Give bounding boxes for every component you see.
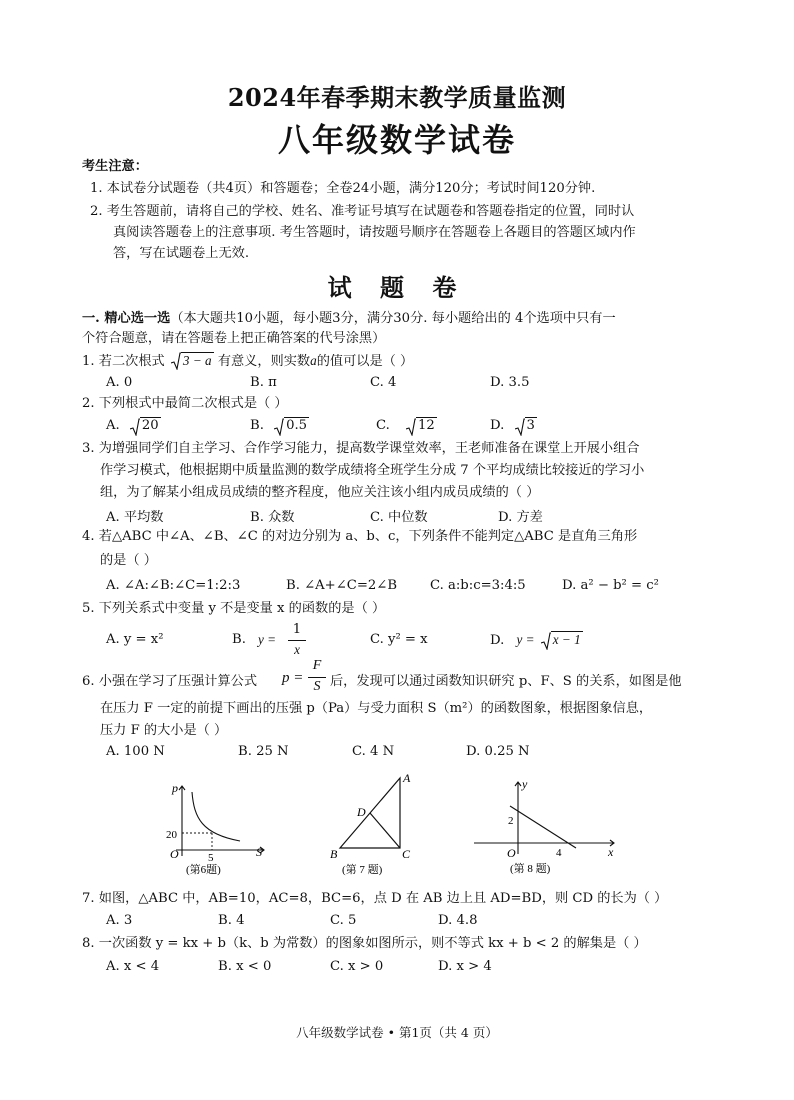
q1-option-c: C. 4	[370, 375, 397, 390]
q7-option-c: C. 5	[330, 913, 357, 928]
part1-desc-2: 个符合题意，请在答题卷上把正确答案的代号涂黑）	[82, 331, 386, 346]
q1-option-d: D. 3.5	[490, 375, 530, 390]
q1-var: a	[310, 353, 317, 368]
q4-option-a: A. ∠A:∠B:∠C=1:2:3	[106, 578, 241, 593]
q2-option-d: D. 3	[490, 418, 537, 433]
q1-radical: 3 − a	[171, 352, 214, 371]
question-3-line-2: 作学习模式，他根据期中质量监测的数学成绩将全班学生分成 7 个平均成绩比较接近的学习小	[100, 463, 645, 478]
q4-option-b: B. ∠A+∠C=2∠B	[286, 578, 398, 593]
q3-option-d: D. 方差	[498, 510, 543, 525]
q7-option-d: D. 4.8	[438, 913, 478, 928]
q3-option-a: A. 平均数	[106, 510, 164, 525]
fig8-line	[510, 806, 576, 848]
radical-sign-icon	[130, 418, 140, 436]
q7-option-a: A. 3	[106, 913, 133, 928]
q8-option-a: A. x < 4	[106, 959, 160, 974]
part1-label: 一. 精心选一选	[82, 311, 171, 326]
fig7-d-label: D	[357, 805, 366, 819]
q5-option-c: C. y² = x	[370, 632, 428, 647]
q1-text-post2: 的值可以是（ ）	[316, 354, 414, 369]
question-6-line-1: 6. 小强在学习了压强计算公式 p = F S 后，发现可以通过函数知识研究 p、F、S 的关系，如图是他	[82, 658, 682, 694]
figure-6	[160, 778, 272, 878]
radical-sign-icon	[541, 632, 551, 650]
part1-header	[82, 310, 616, 328]
question-2-stem: 2. 下列根式中最简二次根式是（ ）	[82, 396, 288, 411]
fig8-origin-label: O	[507, 846, 516, 860]
q3-option-b: B. 众数	[250, 510, 295, 525]
q2-option-a: A. 20	[106, 418, 161, 433]
fig7-caption: (第 7 题)	[342, 864, 383, 876]
fig6-origin-label: O	[170, 847, 179, 861]
q5-option-d: D. y = x − 1	[490, 632, 581, 648]
radical-sign-icon	[406, 418, 416, 436]
question-1-stem	[82, 352, 413, 371]
question-4-line-1: 4. 若△ABC 中∠A、∠B、∠C 的对边分别为 a、b、c，下列条件不能判定△ABC 是直角三角形	[82, 529, 638, 544]
fig6-5-label: 5	[208, 852, 214, 864]
question-6-line-3: 压力 F 的大小是（ ）	[100, 723, 228, 738]
q2-option-c: C. 12	[376, 418, 437, 433]
fig8-x-label: x	[608, 845, 614, 859]
radical-sign-icon	[171, 352, 181, 370]
radical-sign-icon	[274, 418, 284, 436]
fig7-cd-line	[370, 813, 400, 848]
q4-option-c: C. a:b:c=3:4:5	[430, 578, 526, 593]
page-footer: 八年级数学试卷 • 第1页（共 4 页）	[296, 1025, 498, 1040]
notice-item-2-line-3: 答，写在试题卷上无效.	[113, 246, 250, 261]
fig7-c-label: C	[402, 847, 411, 861]
q2-option-b: B. 0.5	[250, 418, 309, 433]
q6-option-d: D. 0.25 N	[466, 744, 530, 759]
fig6-curve	[192, 792, 240, 841]
exam-title: 2024年春季期末教学质量监测	[227, 83, 567, 112]
fig6-s-label: S	[256, 845, 262, 859]
q3-option-c: C. 中位数	[370, 510, 428, 525]
question-6-line-2: 在压力 F 一定的前提下画出的压强 p（Pa）与受力面积 S（m²）的函数图象，根据图象信息，	[100, 701, 653, 716]
q8-option-d: D. x > 4	[438, 959, 492, 974]
q1-option-a: A. 0	[106, 375, 133, 390]
q6-option-a: A. 100 N	[106, 744, 165, 759]
question-3-line-1: 3. 为增强同学们自主学习、合作学习能力，提高数学课堂效率，王老师准备在课堂上开展小组合	[82, 441, 640, 456]
question-3-line-3: 组，为了解某小组成员成绩的整齐程度，他应关注该小组内成员成绩的（ ）	[100, 485, 540, 500]
radical-sign-icon	[515, 418, 525, 436]
fig7-b-label: B	[330, 847, 338, 861]
q1-option-b: B. π	[250, 375, 277, 390]
question-8-stem: 8. 一次函数 y = kx + b（k、b 为常数）的图象如图所示，则不等式 kx + b < 2 的解集是（ ）	[82, 936, 647, 951]
section-title: 试 题 卷	[327, 273, 467, 302]
notice-item-1: 1. 本试卷分试题卷（共4页）和答题卷；全卷24小题，满分120分；考试时间120分钟.	[90, 181, 596, 196]
fig6-caption: (第6题)	[186, 864, 221, 876]
exam-subtitle: 八年级数学试卷	[277, 121, 516, 159]
notice-heading: 考生注意：	[82, 159, 148, 174]
fig6-20-label: 20	[166, 829, 177, 841]
q1-text-post: 有意义，则实数	[217, 354, 311, 369]
q1-text-pre: 1. 若二次根式	[82, 354, 165, 369]
notice-item-2-line-1: 2. 考生答题前，请将自己的学校、姓名、准考证号填写在试题卷和答题卷指定的位置，同时认	[90, 204, 635, 219]
fig8-2-label: 2	[508, 815, 514, 827]
fig7-a-label: A	[403, 771, 411, 785]
q5-option-a: A. y = x²	[106, 632, 164, 647]
question-5-stem: 5. 下列关系式中变量 y 不是变量 x 的函数的是（ ）	[82, 601, 386, 616]
q8-option-c: C. x > 0	[330, 959, 384, 974]
part1-desc-1: （本大题共10小题，每小题3分，满分30分. 每小题给出的 4个选项中只有一	[170, 311, 616, 326]
q7-option-b: B. 4	[218, 913, 245, 928]
fig8-4-label: 4	[556, 847, 562, 859]
fig6-p-label: p	[172, 781, 178, 795]
notice-item-2-line-2: 真阅读答题卷上的注意事项. 考生答题时，请按题号顺序在答题卷上各题目的答题区域内作	[113, 225, 636, 240]
question-7-stem: 7. 如图，△ABC 中，AB=10，AC=8，BC=6，点 D 在 AB 边上且 AD=BD，则 CD 的长为（ ）	[82, 891, 668, 906]
fig8-caption: (第 8 题)	[510, 863, 551, 875]
figure-7	[320, 770, 420, 880]
fig8-y-label: y	[522, 777, 528, 791]
figure-8	[470, 776, 620, 880]
question-4-line-2: 的是（ ）	[100, 553, 157, 568]
q4-option-d: D. a² − b² = c²	[562, 578, 659, 593]
q6-option-c: C. 4 N	[352, 744, 395, 759]
q8-option-b: B. x < 0	[218, 959, 272, 974]
q6-option-b: B. 25 N	[238, 744, 289, 759]
